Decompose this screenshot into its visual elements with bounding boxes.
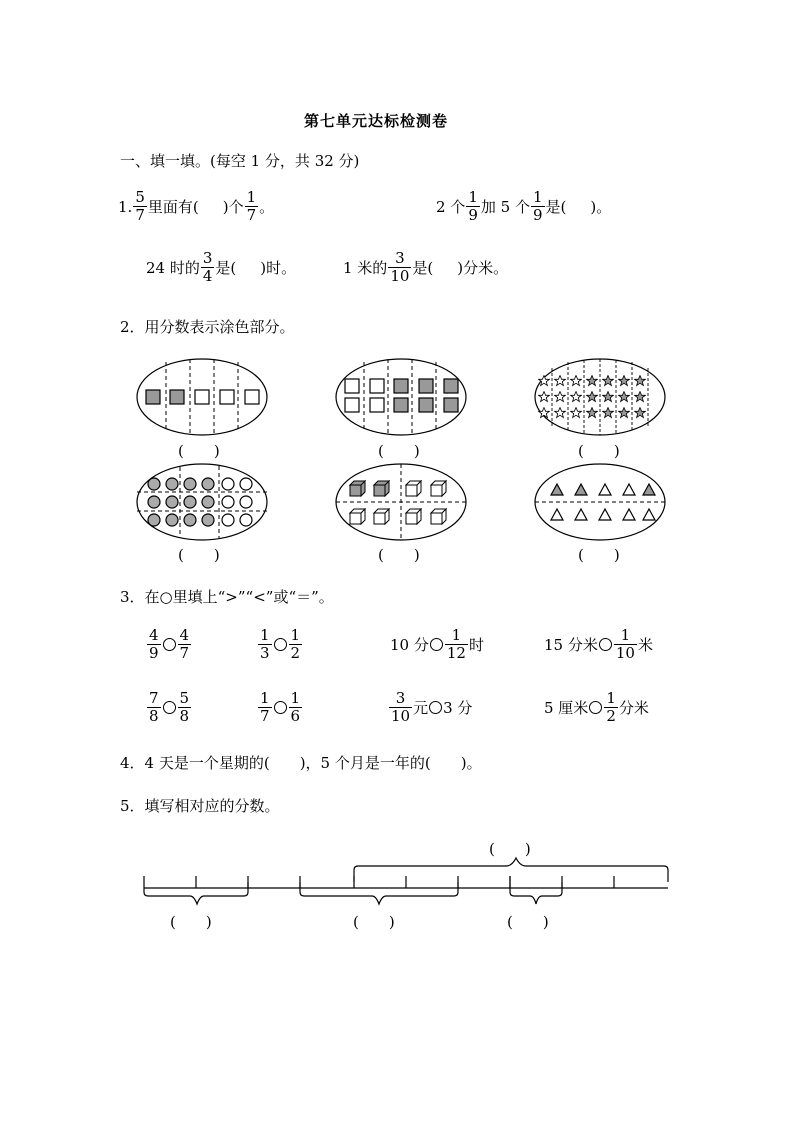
q3-label: 3．在○里填上“>”“<”或“＝”。 <box>120 588 334 606</box>
fraction: $\frac{1}{9}$ <box>532 188 543 224</box>
page-title: 第七单元达标检测卷 <box>304 112 449 130</box>
text: 2 个 <box>436 198 466 216</box>
answer-paren[interactable]: ( ) <box>178 546 220 564</box>
compare-circle[interactable] <box>274 638 287 651</box>
text: 是( <box>215 259 237 277</box>
answer-paren[interactable]: ( ) <box>178 442 220 460</box>
figure-6-triangles <box>535 464 665 540</box>
answer-paren[interactable]: ( ) <box>378 546 420 564</box>
fraction: $\frac{3}{10}$ <box>390 249 410 285</box>
top-brace <box>354 858 668 882</box>
compare-item: $\frac{1}{7}$ $\frac{1}{6}$ <box>260 689 301 725</box>
q1-part-c <box>146 250 296 285</box>
text: 。 <box>259 198 275 216</box>
text: 里面有( <box>147 198 199 216</box>
compare-item: $\frac{3}{10}$ 元 3 分 <box>391 689 473 725</box>
text: )时。 <box>260 259 297 277</box>
text: )。 <box>590 198 612 216</box>
q1-part-b <box>436 189 611 224</box>
fraction: $\frac{1}{7}$ <box>246 188 257 224</box>
fraction: $\frac{5}{7}$ <box>135 188 145 224</box>
answer-paren[interactable]: ( ) <box>353 913 395 931</box>
answer-paren[interactable]: ( ) <box>170 913 212 931</box>
compare-item: 15 分米 $\frac{1}{10}$ 米 <box>544 626 653 662</box>
q4-text: 4．4 天是一个星期的( )，5 个月是一年的( )。 <box>120 754 482 772</box>
text: )分米。 <box>457 259 509 277</box>
text: )个 <box>222 198 244 216</box>
text: 24 时的 <box>146 259 200 277</box>
answer-paren[interactable]: ( ) <box>578 442 620 460</box>
compare-circle[interactable] <box>599 638 612 651</box>
answer-paren[interactable]: ( ) <box>489 840 531 858</box>
answer-paren[interactable]: ( ) <box>578 546 620 564</box>
compare-circle[interactable] <box>274 701 287 714</box>
text: 加 5 个 <box>480 198 530 216</box>
figure-2-squares <box>336 359 466 435</box>
q1-part-a <box>118 189 274 224</box>
brace-2 <box>300 882 458 904</box>
figure-1-squares <box>137 359 267 435</box>
figure-3-stars <box>535 359 665 435</box>
q2-label: 2．用分数表示涂色部分。 <box>120 318 295 336</box>
compare-circle[interactable] <box>163 638 176 651</box>
compare-item: $\frac{7}{8}$ $\frac{5}{8}$ <box>149 689 190 725</box>
question-number: 1. <box>118 197 133 216</box>
compare-item: 10 分 $\frac{1}{12}$ 时 <box>390 626 484 662</box>
compare-circle[interactable] <box>589 701 602 714</box>
text: 1 米的 <box>343 259 388 277</box>
figure-4-circles <box>137 464 267 540</box>
compare-circle[interactable] <box>163 701 176 714</box>
compare-circle[interactable] <box>429 701 442 714</box>
fraction: $\frac{3}{4}$ <box>202 249 213 285</box>
fraction: $\frac{1}{9}$ <box>468 188 478 224</box>
tick-marks <box>196 876 614 888</box>
answer-paren[interactable]: ( ) <box>507 913 549 931</box>
answer-paren[interactable]: ( ) <box>378 442 420 460</box>
q5-label: 5．填写相对应的分数。 <box>120 797 280 815</box>
section-heading: 一、填一填。(每空 1 分，共 32 分) <box>120 152 360 170</box>
compare-item: $\frac{4}{9}$ $\frac{4}{7}$ <box>149 626 190 662</box>
compare-circle[interactable] <box>430 638 443 651</box>
figure-5-cubes <box>336 464 466 540</box>
text: 是( <box>412 259 434 277</box>
compare-item: 5 厘米 $\frac{1}{2}$ 分米 <box>544 689 649 725</box>
compare-item: $\frac{1}{3}$ $\frac{1}{2}$ <box>260 626 301 662</box>
number-line-diagram <box>0 830 794 940</box>
q1-part-d <box>343 250 508 285</box>
brace-3 <box>510 876 562 904</box>
text: 是( <box>545 198 567 216</box>
